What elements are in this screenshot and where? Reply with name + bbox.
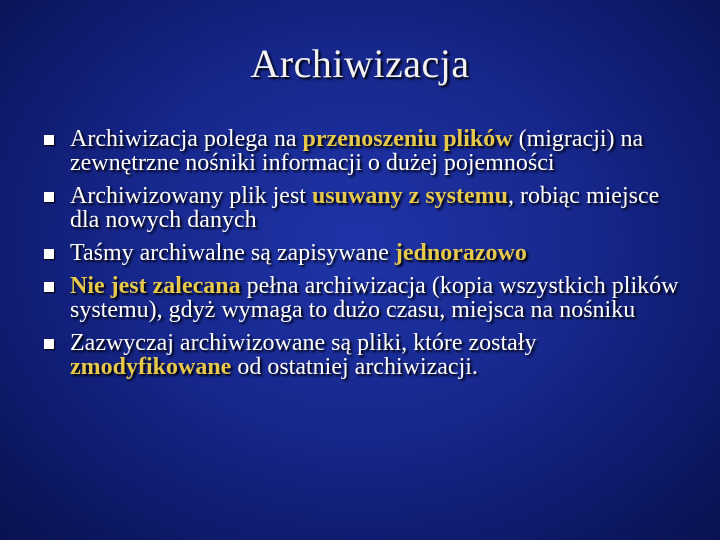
bullet-text-part: Taśmy archiwalne są zapisywane xyxy=(70,240,395,266)
slide-title: Archiwizacja xyxy=(250,41,470,86)
bullet-item xyxy=(44,274,684,322)
bullet-item xyxy=(44,241,684,265)
bullet-highlight: Nie jest zalecana xyxy=(70,273,241,299)
bullet-item xyxy=(44,331,684,379)
bullet-item xyxy=(44,184,684,232)
square-bullet-icon xyxy=(44,135,54,145)
bullet-list xyxy=(44,127,684,388)
bullet-highlight: przenoszeniu plików xyxy=(302,126,513,152)
bullet-text-part: pełna archiwizacja (kopia wszystkich plików systemu), gdyż wymaga to dużo czasu, miejsca na nośniku xyxy=(70,273,679,323)
square-bullet-icon xyxy=(44,249,54,259)
bullet-highlight: usuwany z systemu xyxy=(311,183,508,209)
bullet-text-part: od ostatniej archiwizacji. xyxy=(231,354,478,380)
bullet-text-part: Zazwyczaj archiwizowane są pliki, które zostały xyxy=(70,330,537,356)
bullet-highlight: zmodyfikowane xyxy=(70,354,232,380)
square-bullet-icon xyxy=(44,339,54,349)
square-bullet-icon xyxy=(44,192,54,202)
square-bullet-icon xyxy=(44,282,54,292)
bullet-item xyxy=(44,127,684,175)
bullet-text-part: , robiąc miejsce dla nowych danych xyxy=(70,183,660,233)
bullet-highlight: jednorazowo xyxy=(394,240,527,266)
bullet-text-part: Archiwizowany plik jest xyxy=(70,183,312,209)
bullet-text-part: (migracji) na zewnętrzne nośniki informacji o dużej pojemności xyxy=(70,126,644,176)
bullet-text-part: Archiwizacja polega na xyxy=(70,126,303,152)
